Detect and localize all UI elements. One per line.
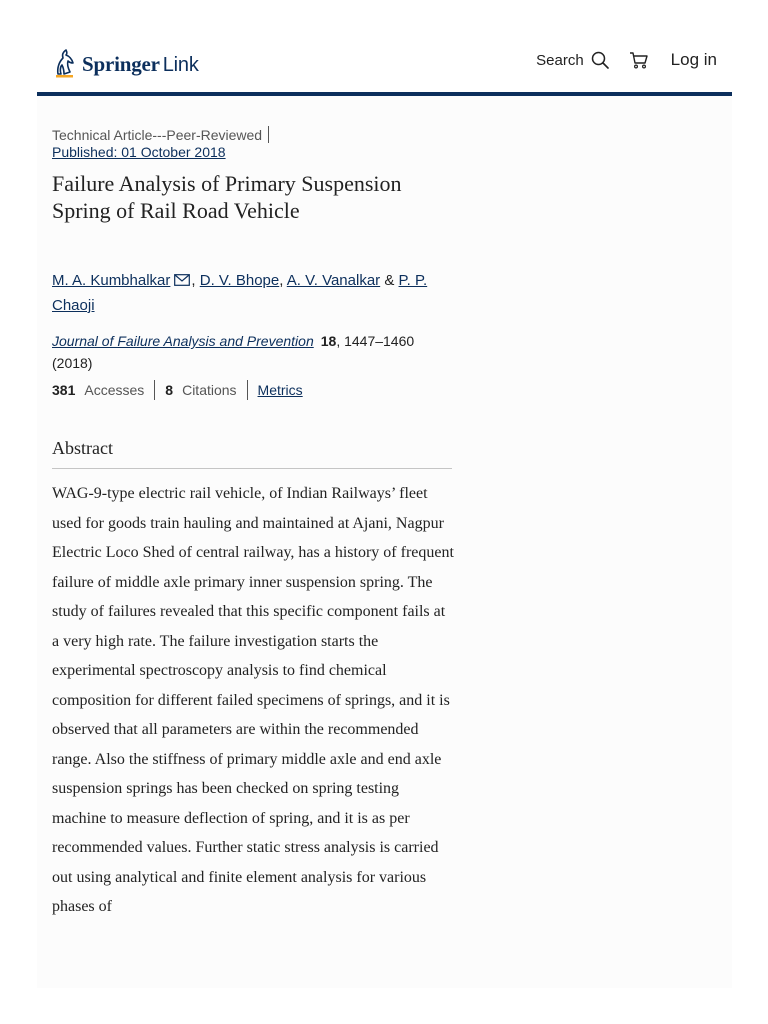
login-link[interactable]: Log in	[670, 50, 717, 69]
journal-volume: 18	[320, 333, 337, 349]
journal-pages: , 1447–1460	[336, 333, 415, 349]
citations-label: Citations	[182, 382, 237, 398]
search-icon	[591, 51, 609, 69]
header-nav	[536, 50, 717, 70]
springer-horse-icon	[52, 48, 78, 80]
author-separator: ,	[191, 272, 196, 289]
metrics-link[interactable]: Metrics	[257, 382, 303, 398]
logo-springer: Springer	[82, 51, 160, 76]
cart-icon	[629, 51, 649, 69]
author-link[interactable]: M. A. Kumbhalkar	[52, 272, 171, 289]
email-icon[interactable]	[174, 274, 190, 286]
search-button[interactable]	[536, 51, 609, 69]
article-metrics	[52, 380, 303, 400]
site-header	[37, 0, 732, 96]
logo-link: Link	[162, 53, 199, 76]
divider	[154, 380, 155, 400]
divider	[268, 126, 269, 143]
author-separator: ,	[279, 272, 284, 289]
journal-citation	[52, 330, 452, 374]
published-date-link[interactable]: Published: 01 October 2018	[52, 144, 226, 160]
accesses-label: Accesses	[84, 382, 145, 398]
journal-year: (2018)	[52, 355, 93, 371]
author-separator: &	[384, 272, 395, 289]
author-list	[52, 268, 452, 318]
abstract-text: WAG-9-type electric rail vehicle, of Indian Railways’ fleet used for goods train hauling and maintained at Ajani, Nagpur Electric Loco Shed of central railway, has a history of frequent failure of middle axle primary inner suspension spring. The study of failures revealed that this specific component fails at a very high rate. The failure investigation starts the experimental spectroscopy analysis to find chemical composition for different failed specimens of springs, and it is observed that all parameters are within the recommended range. Also the stiffness of primary middle axle and end axle suspension springs has been checked on spring testing machine to measure deflection of spring, and it is as per recommended values. Further static stress analysis is carried out using analytical and finite element analysis for various phases of	[52, 485, 454, 915]
citations-count: 8	[165, 382, 174, 398]
journal-link[interactable]: Journal of Failure Analysis and Prevention	[52, 333, 314, 349]
logo-text	[82, 52, 199, 77]
author-link[interactable]: P. P. Chaoji	[52, 272, 428, 314]
abstract-heading: Abstract	[52, 438, 452, 469]
article-title: Failure Analysis of Primary Suspension Spring of Rail Road Vehicle	[52, 171, 402, 223]
article-panel	[37, 96, 732, 988]
author-link[interactable]: D. V. Bhope	[199, 272, 280, 289]
cart-button[interactable]	[629, 51, 649, 69]
article-type-label: Technical Article---Peer-Reviewed	[52, 127, 263, 143]
search-label: Search	[536, 51, 584, 69]
springer-link-logo[interactable]	[52, 47, 199, 81]
divider	[247, 380, 248, 400]
article-type	[52, 126, 269, 143]
author-link[interactable]: A. V. Vanalkar	[286, 272, 381, 289]
accesses-count: 381	[52, 382, 76, 398]
